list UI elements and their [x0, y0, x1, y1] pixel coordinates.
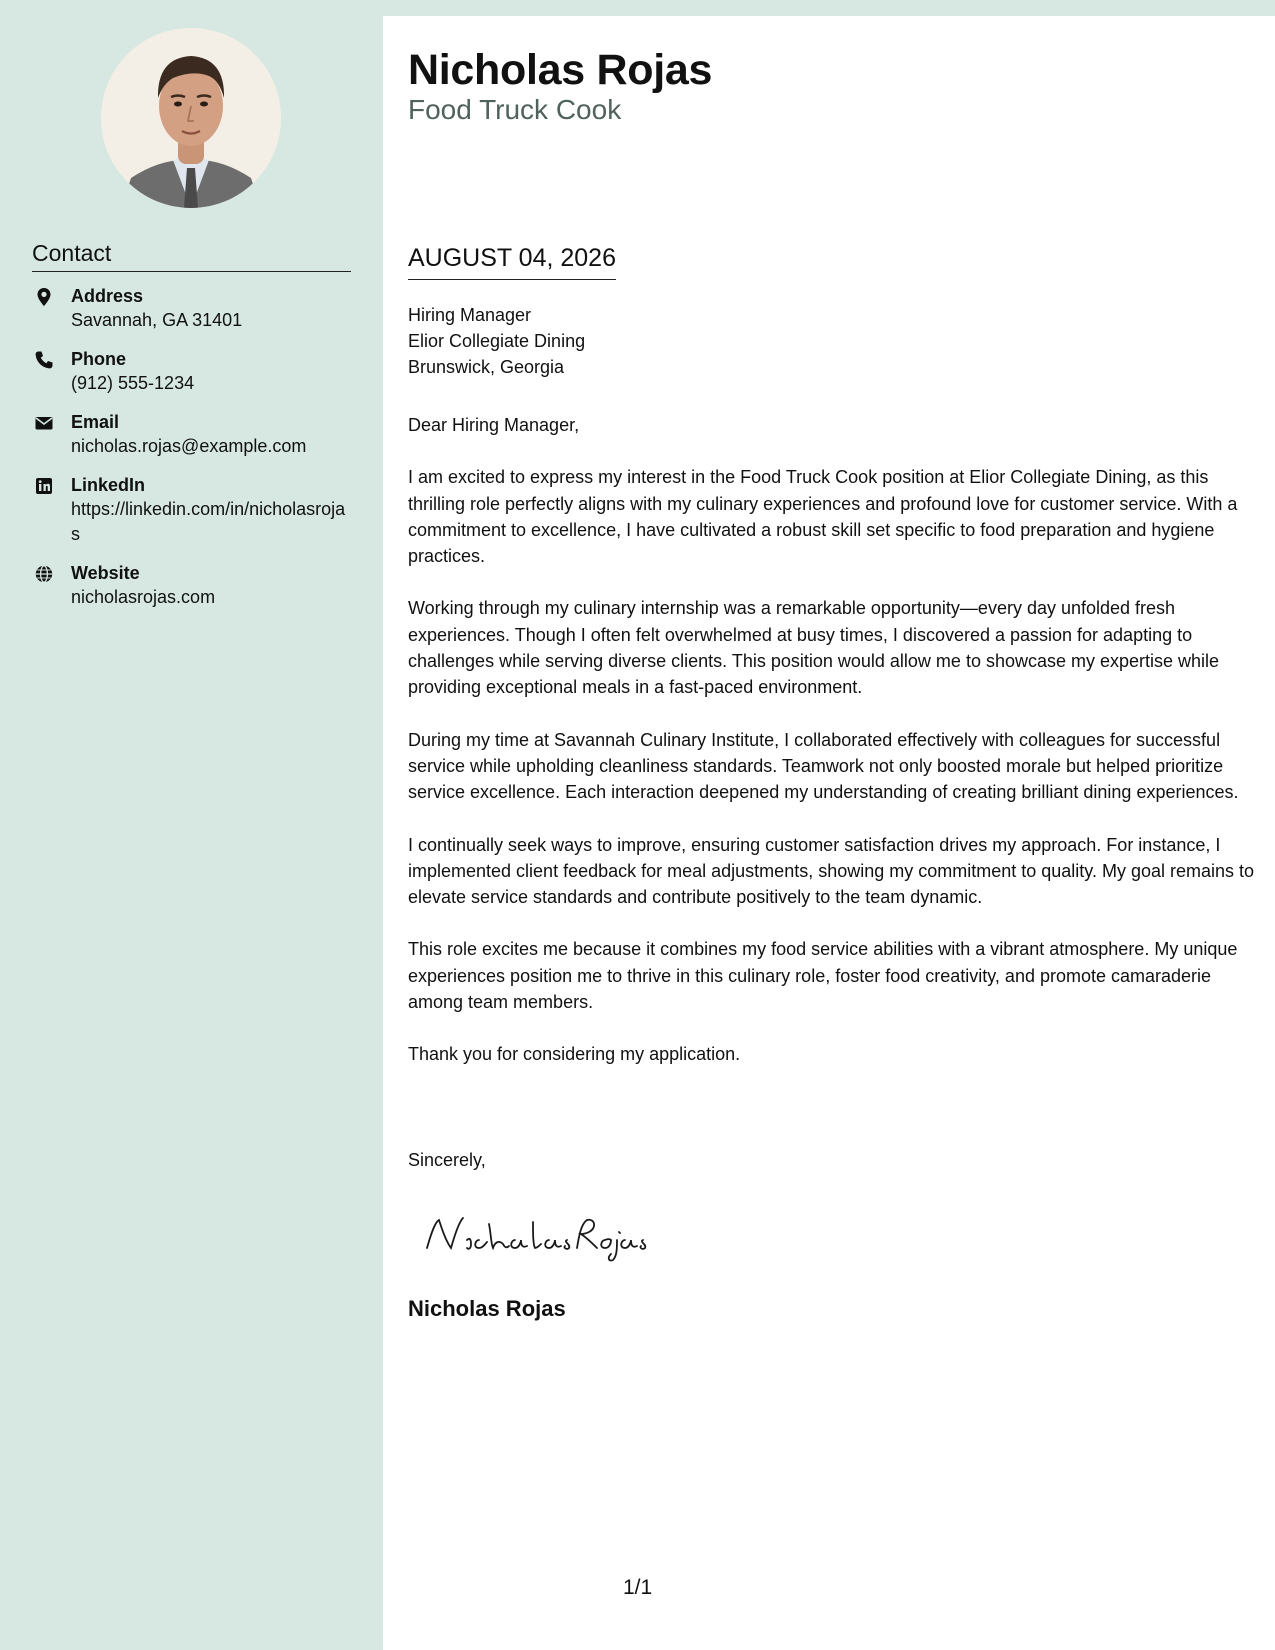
contact-value: (912) 555-1234: [71, 373, 195, 393]
signature-image: [421, 1204, 661, 1264]
contact-linkedin: [32, 473, 352, 547]
linkedin-icon: [34, 476, 54, 496]
contact-address: [32, 284, 352, 333]
recipient-title: Hiring Manager: [408, 305, 532, 325]
page-number: 1/1: [623, 1576, 653, 1599]
applicant-name: Nicholas Rojas: [408, 46, 713, 94]
contact-value: nicholas.rojas@example.com: [71, 436, 307, 456]
contact-email: [32, 410, 352, 459]
globe-icon: [34, 564, 54, 584]
contact-label: Address: [71, 286, 144, 306]
contact-value[interactable]: https://linkedin.com/in/nicholasrojas: [71, 499, 346, 544]
contact-label: Phone: [71, 349, 127, 369]
contact-phone: [32, 347, 352, 396]
letter-paragraph: Thank you for considering my application.: [408, 1044, 741, 1065]
letter-date: AUGUST 04, 2026: [408, 244, 616, 280]
letter-paragraph: During my time at Savannah Culinary Institute, I collaborated effectively with colleagues for successful service while upholding cleanliness standards. Teamwork not only boosted morale but helped prioritize service excellence. Each interaction deepened my understanding of creating brilliant dining experiences.: [408, 729, 1239, 803]
contact-heading: Contact: [32, 240, 351, 272]
letter-paragraph: I continually seek ways to improve, ensuring customer satisfaction drives my approach. For instance, I implemented client feedback for meal adjustments, showing my commitment to quality. My goal remains to elevate service standards and contribute positively to the team dynamic.: [408, 834, 1255, 908]
phone-icon: [34, 350, 54, 370]
contact-label: Website: [71, 563, 140, 583]
contact-label: LinkedIn: [71, 475, 146, 495]
recipient-block: [408, 302, 585, 380]
contact-list: [32, 284, 352, 624]
letter-paragraph: I am excited to express my interest in the Food Truck Cook position at Elior Collegiate Dining, as this thrilling role perfectly aligns with my culinary experiences and profound love for customer service. With a commitment to excellence, I have cultivated a robust skill set specific to food preparation and hygiene practices.: [408, 467, 1238, 567]
applicant-role: Food Truck Cook: [408, 94, 622, 125]
letter-body: [408, 412, 1258, 1094]
envelope-icon: [34, 413, 54, 433]
avatar: [101, 28, 281, 208]
sidebar: [0, 0, 383, 1650]
handwritten-signature: [421, 1204, 661, 1264]
closing: Sincerely,: [408, 1150, 486, 1170]
salutation: Dear Hiring Manager,: [408, 415, 580, 435]
map-pin-icon: [34, 287, 54, 307]
contact-value[interactable]: nicholasrojas.com: [71, 587, 216, 607]
letter-paragraph: Working through my culinary internship was a remarkable opportunity—every day unfolded fresh experiences. Though I often felt overwhelmed at busy times, I discovered a passion for adapting to challenges while serving diverse clients. This position would allow me to showcase my expertise while providing exceptional meals in a fast-paced environment.: [408, 598, 1220, 698]
letter-paragraph: This role excites me because it combines my food service abilities with a vibrant atmosphere. My unique experiences position me to thrive in this culinary role, foster food creativity, and promote camaraderie among team members.: [408, 939, 1238, 1013]
main-content: [383, 16, 1275, 1650]
recipient-location: Brunswick, Georgia: [408, 357, 565, 377]
profile-photo: [101, 28, 281, 208]
recipient-company: Elior Collegiate Dining: [408, 331, 586, 351]
signed-name: Nicholas Rojas: [408, 1296, 566, 1321]
contact-label: Email: [71, 412, 120, 432]
contact-value: Savannah, GA 31401: [71, 310, 243, 330]
contact-website: [32, 561, 352, 610]
